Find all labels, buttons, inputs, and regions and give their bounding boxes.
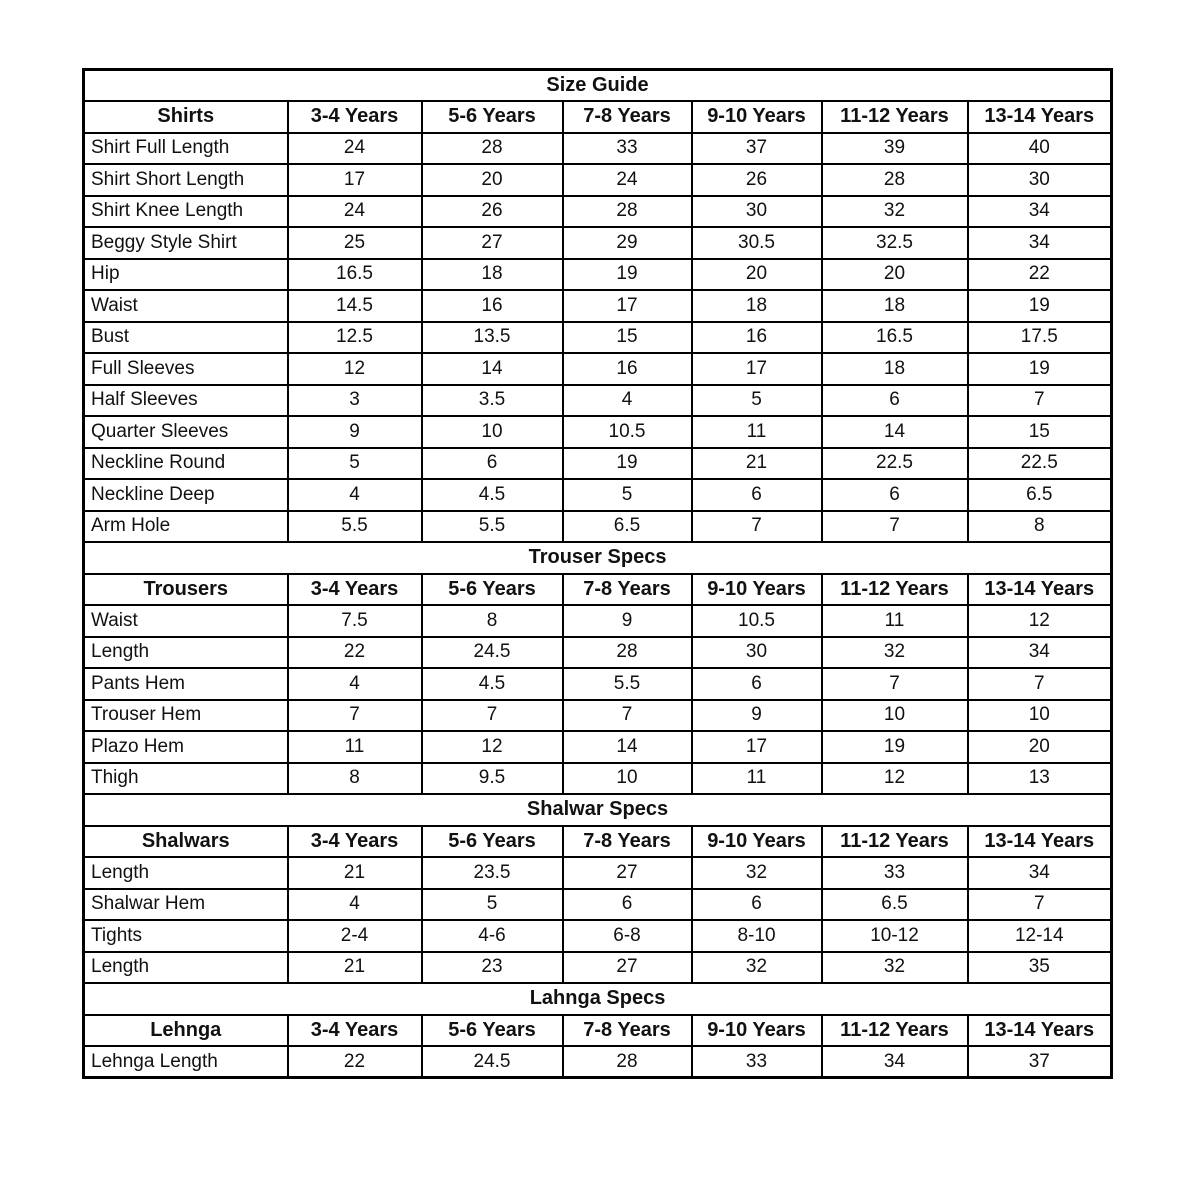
measurement-value: 34 [968, 196, 1112, 228]
measurement-value: 6 [692, 668, 822, 700]
measurement-label: Waist [84, 605, 288, 637]
measurement-value: 34 [968, 637, 1112, 669]
measurement-label: Beggy Style Shirt [84, 227, 288, 259]
age-column-header: 7-8 Years [563, 826, 692, 858]
age-column-header: 3-4 Years [288, 1015, 422, 1047]
table-row [84, 448, 1112, 480]
measurement-value: 32 [822, 952, 968, 984]
column-header-row [84, 826, 1112, 858]
age-column-header: 5-6 Years [422, 101, 563, 133]
measurement-label: Waist [84, 290, 288, 322]
measurement-value: 20 [422, 164, 563, 196]
measurement-label: Thigh [84, 763, 288, 795]
table-row [84, 133, 1112, 165]
measurement-value: 17 [563, 290, 692, 322]
row-group-header: Trousers [84, 574, 288, 606]
measurement-value: 10 [968, 700, 1112, 732]
measurement-value: 12-14 [968, 920, 1112, 952]
measurement-value: 33 [563, 133, 692, 165]
measurement-value: 11 [692, 763, 822, 795]
section-title: Lahnga Specs [84, 983, 1112, 1015]
measurement-value: 6 [822, 385, 968, 417]
measurement-value: 19 [968, 353, 1112, 385]
measurement-value: 8-10 [692, 920, 822, 952]
measurement-value: 29 [563, 227, 692, 259]
measurement-value: 32 [822, 196, 968, 228]
measurement-value: 20 [968, 731, 1112, 763]
measurement-value: 12 [288, 353, 422, 385]
measurement-value: 23 [422, 952, 563, 984]
measurement-label: Length [84, 637, 288, 669]
measurement-value: 10 [822, 700, 968, 732]
age-column-header: 13-14 Years [968, 574, 1112, 606]
measurement-label: Plazo Hem [84, 731, 288, 763]
table-row [84, 416, 1112, 448]
measurement-value: 7 [968, 668, 1112, 700]
measurement-value: 7 [822, 668, 968, 700]
measurement-value: 24 [563, 164, 692, 196]
age-column-header: 5-6 Years [422, 1015, 563, 1047]
measurement-value: 40 [968, 133, 1112, 165]
measurement-value: 7 [288, 700, 422, 732]
table-row [84, 196, 1112, 228]
measurement-value: 28 [563, 637, 692, 669]
measurement-label: Shalwar Hem [84, 889, 288, 921]
measurement-value: 20 [822, 259, 968, 291]
measurement-label: Full Sleeves [84, 353, 288, 385]
measurement-value: 6.5 [563, 511, 692, 543]
age-column-header: 11-12 Years [822, 574, 968, 606]
measurement-value: 5 [422, 889, 563, 921]
measurement-value: 24.5 [422, 637, 563, 669]
measurement-value: 5.5 [288, 511, 422, 543]
table-row [84, 353, 1112, 385]
age-column-header: 11-12 Years [822, 101, 968, 133]
measurement-value: 32 [822, 637, 968, 669]
measurement-value: 8 [422, 605, 563, 637]
measurement-value: 11 [288, 731, 422, 763]
table-row [84, 322, 1112, 354]
measurement-value: 26 [692, 164, 822, 196]
row-group-header: Lehnga [84, 1015, 288, 1047]
measurement-value: 23.5 [422, 857, 563, 889]
measurement-label: Length [84, 952, 288, 984]
row-group-header: Shalwars [84, 826, 288, 858]
measurement-value: 21 [288, 857, 422, 889]
age-column-header: 3-4 Years [288, 826, 422, 858]
measurement-value: 19 [968, 290, 1112, 322]
measurement-value: 6.5 [968, 479, 1112, 511]
measurement-label: Hip [84, 259, 288, 291]
measurement-label: Shirt Knee Length [84, 196, 288, 228]
measurement-value: 21 [288, 952, 422, 984]
size-guide-table [82, 68, 1113, 1079]
measurement-value: 6 [822, 479, 968, 511]
measurement-value: 17.5 [968, 322, 1112, 354]
measurement-value: 19 [563, 259, 692, 291]
measurement-value: 6 [422, 448, 563, 480]
measurement-value: 33 [692, 1046, 822, 1078]
measurement-value: 6.5 [822, 889, 968, 921]
measurement-value: 9.5 [422, 763, 563, 795]
measurement-value: 6 [563, 889, 692, 921]
measurement-value: 14.5 [288, 290, 422, 322]
section-header-row [84, 70, 1112, 102]
measurement-value: 5.5 [563, 668, 692, 700]
measurement-value: 18 [692, 290, 822, 322]
age-column-header: 11-12 Years [822, 826, 968, 858]
table-row [84, 227, 1112, 259]
section-title: Size Guide [84, 70, 1112, 102]
table-row [84, 857, 1112, 889]
measurement-value: 19 [822, 731, 968, 763]
table-row [84, 385, 1112, 417]
measurement-value: 4 [563, 385, 692, 417]
column-header-row [84, 101, 1112, 133]
measurement-value: 12 [968, 605, 1112, 637]
measurement-value: 18 [822, 290, 968, 322]
measurement-value: 30 [692, 196, 822, 228]
measurement-value: 35 [968, 952, 1112, 984]
measurement-value: 16 [563, 353, 692, 385]
measurement-value: 17 [288, 164, 422, 196]
measurement-value: 24 [288, 133, 422, 165]
measurement-value: 7 [968, 889, 1112, 921]
measurement-value: 37 [968, 1046, 1112, 1078]
measurement-value: 19 [563, 448, 692, 480]
measurement-value: 14 [563, 731, 692, 763]
age-column-header: 5-6 Years [422, 826, 563, 858]
measurement-value: 10.5 [692, 605, 822, 637]
measurement-value: 27 [563, 857, 692, 889]
column-header-row [84, 1015, 1112, 1047]
table-row [84, 259, 1112, 291]
table-row [84, 952, 1112, 984]
age-column-header: 9-10 Years [692, 574, 822, 606]
measurement-value: 11 [692, 416, 822, 448]
age-column-header: 5-6 Years [422, 574, 563, 606]
measurement-label: Shirt Full Length [84, 133, 288, 165]
measurement-value: 26 [422, 196, 563, 228]
measurement-value: 17 [692, 353, 822, 385]
table-row [84, 290, 1112, 322]
measurement-value: 7 [563, 700, 692, 732]
measurement-value: 17 [692, 731, 822, 763]
measurement-value: 10-12 [822, 920, 968, 952]
measurement-value: 22 [288, 1046, 422, 1078]
measurement-label: Trouser Hem [84, 700, 288, 732]
measurement-label: Shirt Short Length [84, 164, 288, 196]
measurement-value: 7 [422, 700, 563, 732]
measurement-label: Neckline Deep [84, 479, 288, 511]
measurement-label: Half Sleeves [84, 385, 288, 417]
measurement-value: 10.5 [563, 416, 692, 448]
age-column-header: 13-14 Years [968, 101, 1112, 133]
measurement-value: 6 [692, 479, 822, 511]
measurement-label: Lehnga Length [84, 1046, 288, 1078]
table-row [84, 637, 1112, 669]
section-title: Trouser Specs [84, 542, 1112, 574]
measurement-value: 16 [692, 322, 822, 354]
section-header-row [84, 542, 1112, 574]
measurement-value: 4.5 [422, 479, 563, 511]
measurement-value: 15 [563, 322, 692, 354]
age-column-header: 7-8 Years [563, 1015, 692, 1047]
measurement-value: 28 [822, 164, 968, 196]
measurement-value: 9 [563, 605, 692, 637]
measurement-value: 21 [692, 448, 822, 480]
measurement-value: 33 [822, 857, 968, 889]
measurement-value: 5.5 [422, 511, 563, 543]
measurement-value: 7 [822, 511, 968, 543]
table-row [84, 763, 1112, 795]
age-column-header: 13-14 Years [968, 826, 1112, 858]
age-column-header: 11-12 Years [822, 1015, 968, 1047]
measurement-value: 4 [288, 479, 422, 511]
age-column-header: 9-10 Years [692, 1015, 822, 1047]
measurement-value: 4 [288, 889, 422, 921]
measurement-value: 27 [422, 227, 563, 259]
measurement-value: 24 [288, 196, 422, 228]
measurement-value: 28 [563, 196, 692, 228]
measurement-value: 5 [563, 479, 692, 511]
measurement-value: 6-8 [563, 920, 692, 952]
age-column-header: 7-8 Years [563, 101, 692, 133]
measurement-value: 30 [692, 637, 822, 669]
age-column-header: 3-4 Years [288, 574, 422, 606]
table-row [84, 164, 1112, 196]
table-row [84, 479, 1112, 511]
measurement-value: 37 [692, 133, 822, 165]
measurement-label: Tights [84, 920, 288, 952]
measurement-label: Arm Hole [84, 511, 288, 543]
measurement-label: Length [84, 857, 288, 889]
measurement-value: 22 [288, 637, 422, 669]
section-title: Shalwar Specs [84, 794, 1112, 826]
table-row [84, 889, 1112, 921]
measurement-value: 8 [288, 763, 422, 795]
measurement-value: 39 [822, 133, 968, 165]
measurement-label: Pants Hem [84, 668, 288, 700]
measurement-value: 4 [288, 668, 422, 700]
measurement-value: 25 [288, 227, 422, 259]
measurement-value: 27 [563, 952, 692, 984]
measurement-value: 4.5 [422, 668, 563, 700]
measurement-value: 20 [692, 259, 822, 291]
measurement-value: 9 [288, 416, 422, 448]
measurement-label: Bust [84, 322, 288, 354]
measurement-value: 34 [822, 1046, 968, 1078]
age-column-header: 9-10 Years [692, 101, 822, 133]
table-row [84, 731, 1112, 763]
measurement-value: 8 [968, 511, 1112, 543]
age-column-header: 3-4 Years [288, 101, 422, 133]
measurement-label: Quarter Sleeves [84, 416, 288, 448]
measurement-value: 5 [692, 385, 822, 417]
measurement-value: 12 [822, 763, 968, 795]
measurement-value: 12.5 [288, 322, 422, 354]
measurement-value: 34 [968, 857, 1112, 889]
measurement-value: 32 [692, 857, 822, 889]
measurement-value: 34 [968, 227, 1112, 259]
measurement-value: 7 [968, 385, 1112, 417]
measurement-value: 10 [422, 416, 563, 448]
table-row [84, 920, 1112, 952]
measurement-value: 16 [422, 290, 563, 322]
age-column-header: 13-14 Years [968, 1015, 1112, 1047]
column-header-row [84, 574, 1112, 606]
measurement-label: Neckline Round [84, 448, 288, 480]
measurement-value: 7 [692, 511, 822, 543]
measurement-value: 16.5 [822, 322, 968, 354]
measurement-value: 22 [968, 259, 1112, 291]
table-row [84, 700, 1112, 732]
table-row [84, 511, 1112, 543]
measurement-value: 7.5 [288, 605, 422, 637]
measurement-value: 9 [692, 700, 822, 732]
measurement-value: 32 [692, 952, 822, 984]
measurement-value: 24.5 [422, 1046, 563, 1078]
measurement-value: 22.5 [822, 448, 968, 480]
section-header-row [84, 794, 1112, 826]
measurement-value: 11 [822, 605, 968, 637]
measurement-value: 2-4 [288, 920, 422, 952]
age-column-header: 9-10 Years [692, 826, 822, 858]
measurement-value: 12 [422, 731, 563, 763]
measurement-value: 30.5 [692, 227, 822, 259]
measurement-value: 18 [822, 353, 968, 385]
measurement-value: 4-6 [422, 920, 563, 952]
measurement-value: 30 [968, 164, 1112, 196]
section-header-row [84, 983, 1112, 1015]
table-row [84, 1046, 1112, 1078]
measurement-value: 14 [422, 353, 563, 385]
measurement-value: 3.5 [422, 385, 563, 417]
table-row [84, 605, 1112, 637]
measurement-value: 22.5 [968, 448, 1112, 480]
measurement-value: 13 [968, 763, 1112, 795]
measurement-value: 28 [422, 133, 563, 165]
measurement-value: 10 [563, 763, 692, 795]
measurement-value: 6 [692, 889, 822, 921]
measurement-value: 32.5 [822, 227, 968, 259]
measurement-value: 28 [563, 1046, 692, 1078]
measurement-value: 3 [288, 385, 422, 417]
measurement-value: 5 [288, 448, 422, 480]
measurement-value: 13.5 [422, 322, 563, 354]
measurement-value: 16.5 [288, 259, 422, 291]
measurement-value: 15 [968, 416, 1112, 448]
table-row [84, 668, 1112, 700]
measurement-value: 18 [422, 259, 563, 291]
row-group-header: Shirts [84, 101, 288, 133]
age-column-header: 7-8 Years [563, 574, 692, 606]
measurement-value: 14 [822, 416, 968, 448]
